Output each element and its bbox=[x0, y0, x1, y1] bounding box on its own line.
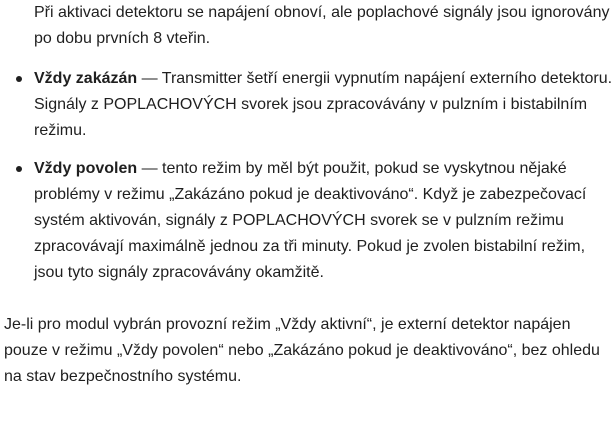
document-content bbox=[4, 0, 616, 390]
bullet-dot-icon bbox=[16, 166, 22, 172]
bullet-text: tento režim by měl být použit, pokud se vyskytnou nějaké problémy v režimu „Zakázáno pokud je deaktivováno“. Když je zabezpečovací systém aktivován, signály z POPLACHOVÝCH svorek se v pulzním režimu zpracovávají maximálně jednou za tři minuty. Pokud je zvolen bistabilní režim, jsou tyto signály zpracovávány okamžitě. bbox=[34, 160, 587, 281]
list-item bbox=[4, 156, 616, 286]
bullet-separator: — bbox=[137, 70, 162, 87]
bullet-title: Vždy povolen bbox=[34, 160, 138, 177]
list-item bbox=[4, 66, 616, 144]
bullet-separator: — bbox=[137, 160, 163, 177]
bullet-title: Vždy zakázán bbox=[34, 70, 138, 87]
bullet-text: Transmitter šetří energii vypnutím napájení externího detektoru. Signály z POPLACHOVÝCH svorek jsou zpracovávány v pulzním i bistabilním režimu. bbox=[34, 70, 613, 139]
continuation-paragraph: Při aktivaci detektoru se napájení obnoví, ale poplachové signály jsou ignorovány po dobu prvních 8 vteřin. bbox=[34, 4, 610, 47]
bullet-dot-icon bbox=[16, 76, 22, 82]
closing-paragraph: Je-li pro modul vybrán provozní režim „Vždy aktivní“, je externí detektor napájen pouze v režimu „Vždy povolen“ nebo „Zakázáno pokud je deaktivováno“, bez ohledu na stav bezpečnostního systému. bbox=[4, 316, 600, 385]
bullet-list bbox=[4, 66, 616, 286]
